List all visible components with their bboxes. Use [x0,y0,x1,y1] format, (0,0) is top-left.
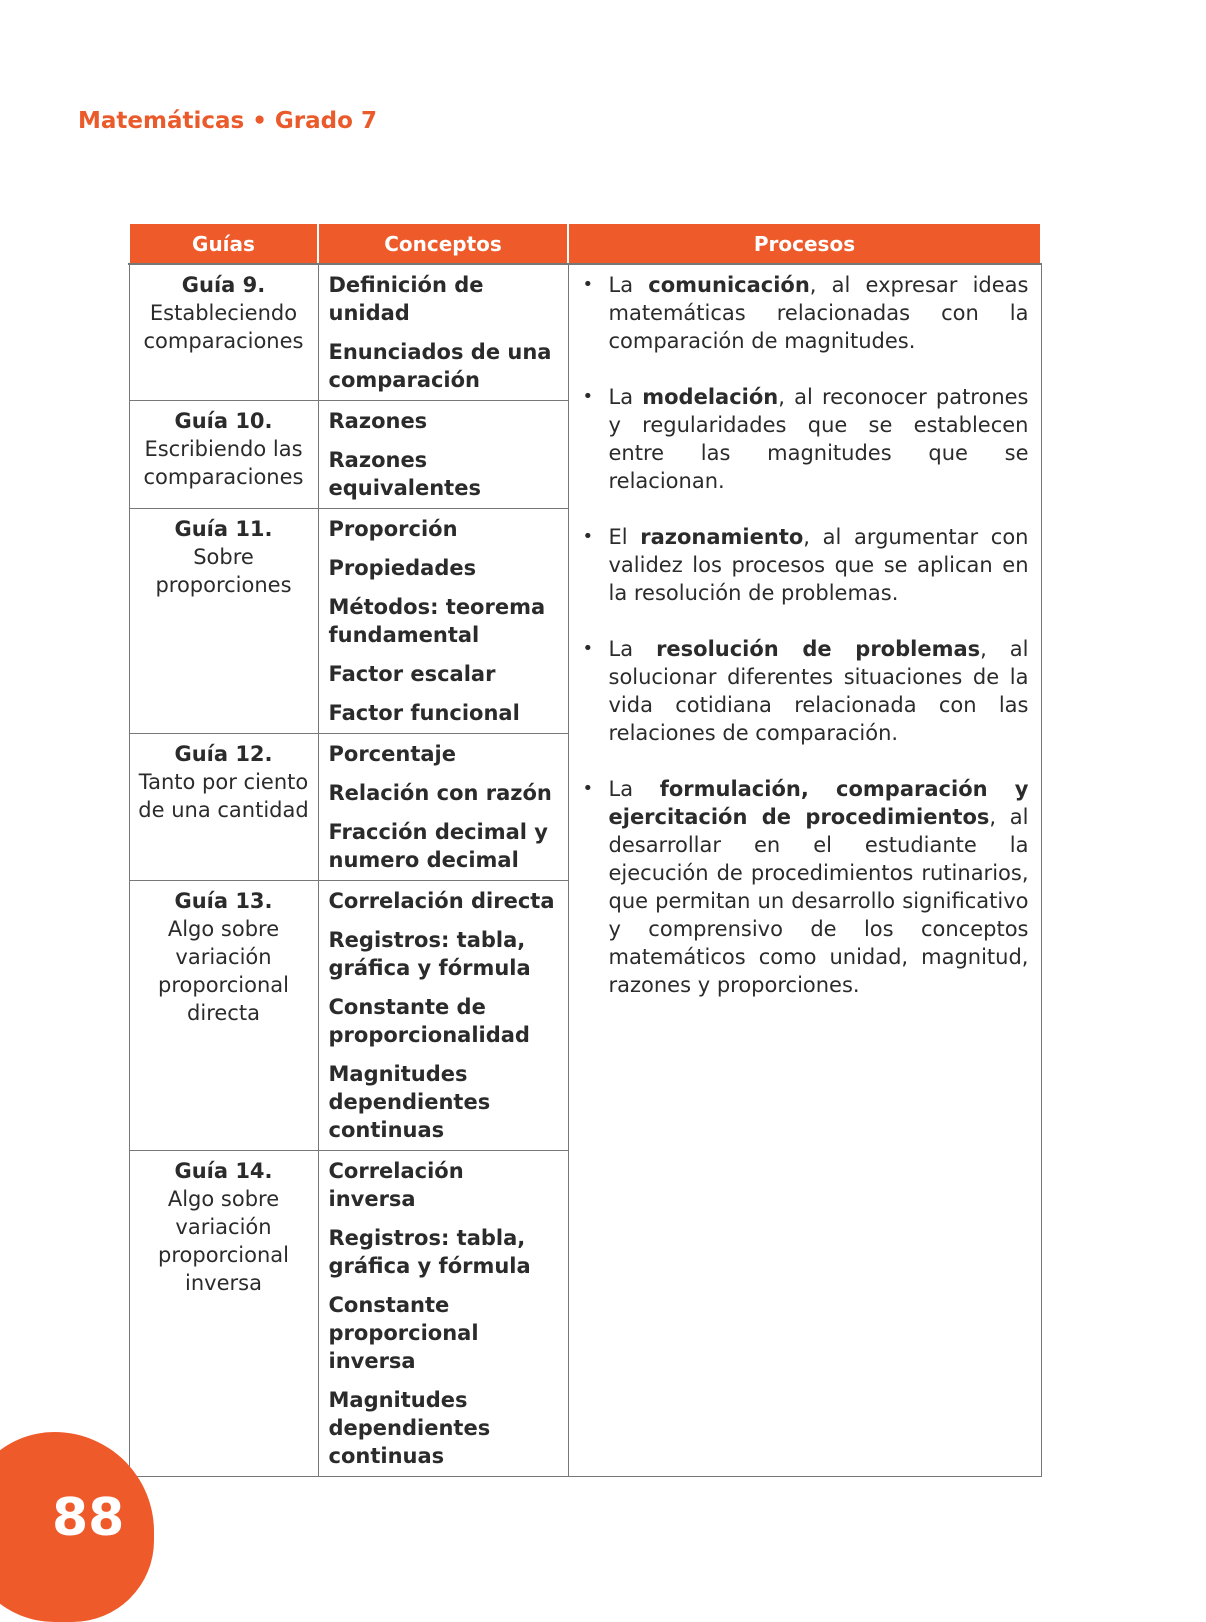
bullet-icon: • [582,526,594,547]
bullet-icon: • [582,386,594,407]
concept-item: Porcentaje [328,742,456,766]
guia-number: Guía 12. [174,742,273,766]
concept-item: Proporción [328,517,458,541]
concept-item: Factor escalar [328,662,496,686]
concepts-cell [318,264,568,401]
concept-item: Constante de proporcionalidad [328,995,530,1047]
guia-name: Estableciendo comparaciones [143,301,304,353]
guia-cell [129,401,318,509]
bullet-icon: • [582,778,594,799]
process-item: • La modelación, al reconocer patrones y regularidades que se establecen entre las magnitudes que se relacionan. [582,385,1029,493]
concept-item: Métodos: teorema fundamental [328,595,546,647]
concept-item: Correlación directa [328,889,555,913]
concept-item: Magnitudes dependientes continuas [328,1062,491,1142]
concepts-cell [318,734,568,881]
concepts-cell [318,1151,568,1477]
concept-item: Razones [328,409,428,433]
concept-item: Factor funcional [328,701,520,725]
process-item: • El razonamiento, al argumentar con validez los procesos que se aplican en la resolución de problemas. [582,525,1029,605]
curriculum-table [128,224,1042,1477]
concepts-cell [318,881,568,1151]
guia-name: Algo sobre variación proporcional inversa [158,1187,289,1295]
guia-number: Guía 11. [174,517,273,541]
concept-item: Enunciados de una comparación [328,340,552,392]
page-number: 88 [52,1488,125,1548]
concept-item: Registros: tabla, gráfica y fórmula [328,928,531,980]
bullet-icon: • [582,638,594,659]
guia-name: Sobre proporciones [155,545,292,597]
bullet-icon: • [582,274,594,295]
concept-item: Magnitudes dependientes continuas [328,1388,491,1468]
guia-cell [129,509,318,734]
concept-item: Relación con razón [328,781,552,805]
concept-item: Razones equivalentes [328,448,481,500]
process-item: • La comunicación, al expresar ideas matemáticas relacionadas con la comparación de magnitudes. [582,273,1029,353]
processes-cell [568,264,1041,1477]
header-guias: Guías [129,224,318,264]
guia-cell [129,264,318,401]
guia-cell [129,1151,318,1477]
guia-cell [129,881,318,1151]
guia-number: Guía 13. [174,889,273,913]
guia-number: Guía 14. [174,1159,273,1183]
guia-number: Guía 10. [174,409,273,433]
concepts-cell [318,509,568,734]
guia-cell [129,734,318,881]
page-header-title: Matemáticas • Grado 7 [78,108,377,134]
guia-name: Algo sobre variación proporcional directa [158,917,289,1025]
process-item: • La formulación, comparación y ejercitación de procedimientos, al desarrollar en el estudiante la ejecución de procedimientos rutinarios, que permitan un desarrollo significativo y comprensivo de los conceptos matemáticos como unidad, magnitud, razones y proporciones. [582,777,1029,997]
concept-item: Constante proporcional inversa [328,1293,479,1373]
concept-item: Registros: tabla, gráfica y fórmula [328,1226,531,1278]
concept-item: Propiedades [328,556,477,580]
guia-name: Escribiendo las comparaciones [143,437,304,489]
header-conceptos: Conceptos [318,224,568,264]
concept-item: Correlación inversa [328,1159,464,1211]
table-row [129,264,1041,401]
concept-item: Definición de unidad [328,273,484,325]
process-item: • La resolución de problemas, al solucionar diferentes situaciones de la vida cotidiana relacionada con las relaciones de comparación. [582,637,1029,745]
concepts-cell [318,401,568,509]
processes-list [583,271,1029,999]
guia-number: Guía 9. [181,273,266,297]
header-procesos: Procesos [568,224,1041,264]
concept-item: Fracción decimal y numero decimal [328,820,548,872]
guia-name: Tanto por ciento de una cantidad [138,770,309,822]
table-header-row [129,224,1041,264]
